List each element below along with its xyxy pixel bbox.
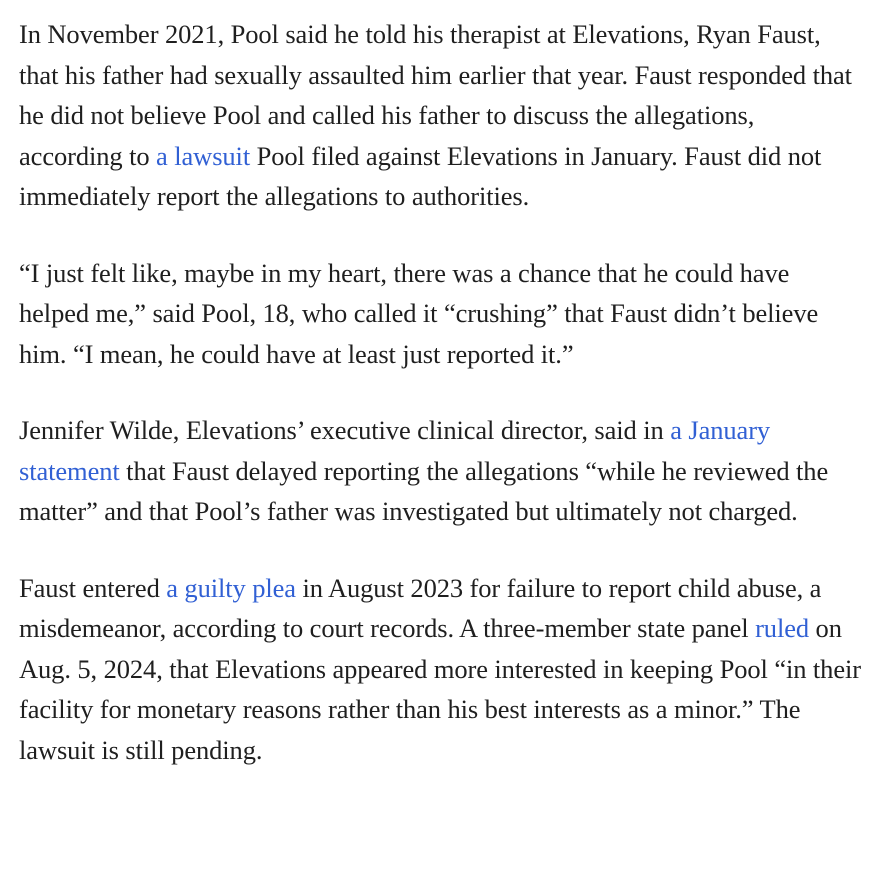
ruled-link[interactable]: ruled bbox=[755, 613, 810, 643]
paragraph-text: that Faust delayed reporting the allegations “while he reviewed the matter” and that Pool’s father was investigated but ultimately not charged. bbox=[19, 455, 829, 526]
paragraph-wilde-statement bbox=[19, 410, 864, 532]
paragraph-text: “I just felt like, maybe in my heart, there was a chance that he could have helped me,” said Pool, 18, who called it “crushing” that Faust didn’t believe him. “I mean, he could have at least just reported it.” bbox=[19, 257, 819, 369]
guilty-plea-link[interactable]: a guilty plea bbox=[166, 572, 296, 603]
paragraph-text: In November 2021, Pool said he told his therapist at Elevations, Ryan Faust, that his father had sexually assaulted him earlier that year. Faust responded that he did not believe Pool and called his father to discuss the allegations, according to bbox=[19, 19, 852, 171]
paragraph-text: in August 2023 for failure to report child abuse, a misdemeanor, according to court records. A three-member state panel bbox=[19, 572, 822, 643]
paragraph-text: Faust entered bbox=[19, 572, 167, 603]
paragraph-text: on Aug. 5, 2024, that Elevations appeared more interested in keeping Pool “in their facility for monetary reasons rather than his best interests as a minor.” The lawsuit is still pending. bbox=[19, 613, 861, 765]
paragraph-therapist-report bbox=[19, 14, 864, 217]
paragraph-guilty-plea bbox=[19, 568, 864, 771]
january-statement-link[interactable]: a January statement bbox=[19, 415, 771, 486]
paragraph-pool-quote bbox=[19, 253, 864, 375]
lawsuit-link[interactable]: a lawsuit bbox=[156, 140, 251, 171]
paragraph-text: Jennifer Wilde, Elevations’ executive clinical director, said in bbox=[19, 415, 671, 445]
paragraph-text: Pool filed against Elevations in January. Faust did not immediately report the allegations to authorities. bbox=[19, 140, 822, 211]
